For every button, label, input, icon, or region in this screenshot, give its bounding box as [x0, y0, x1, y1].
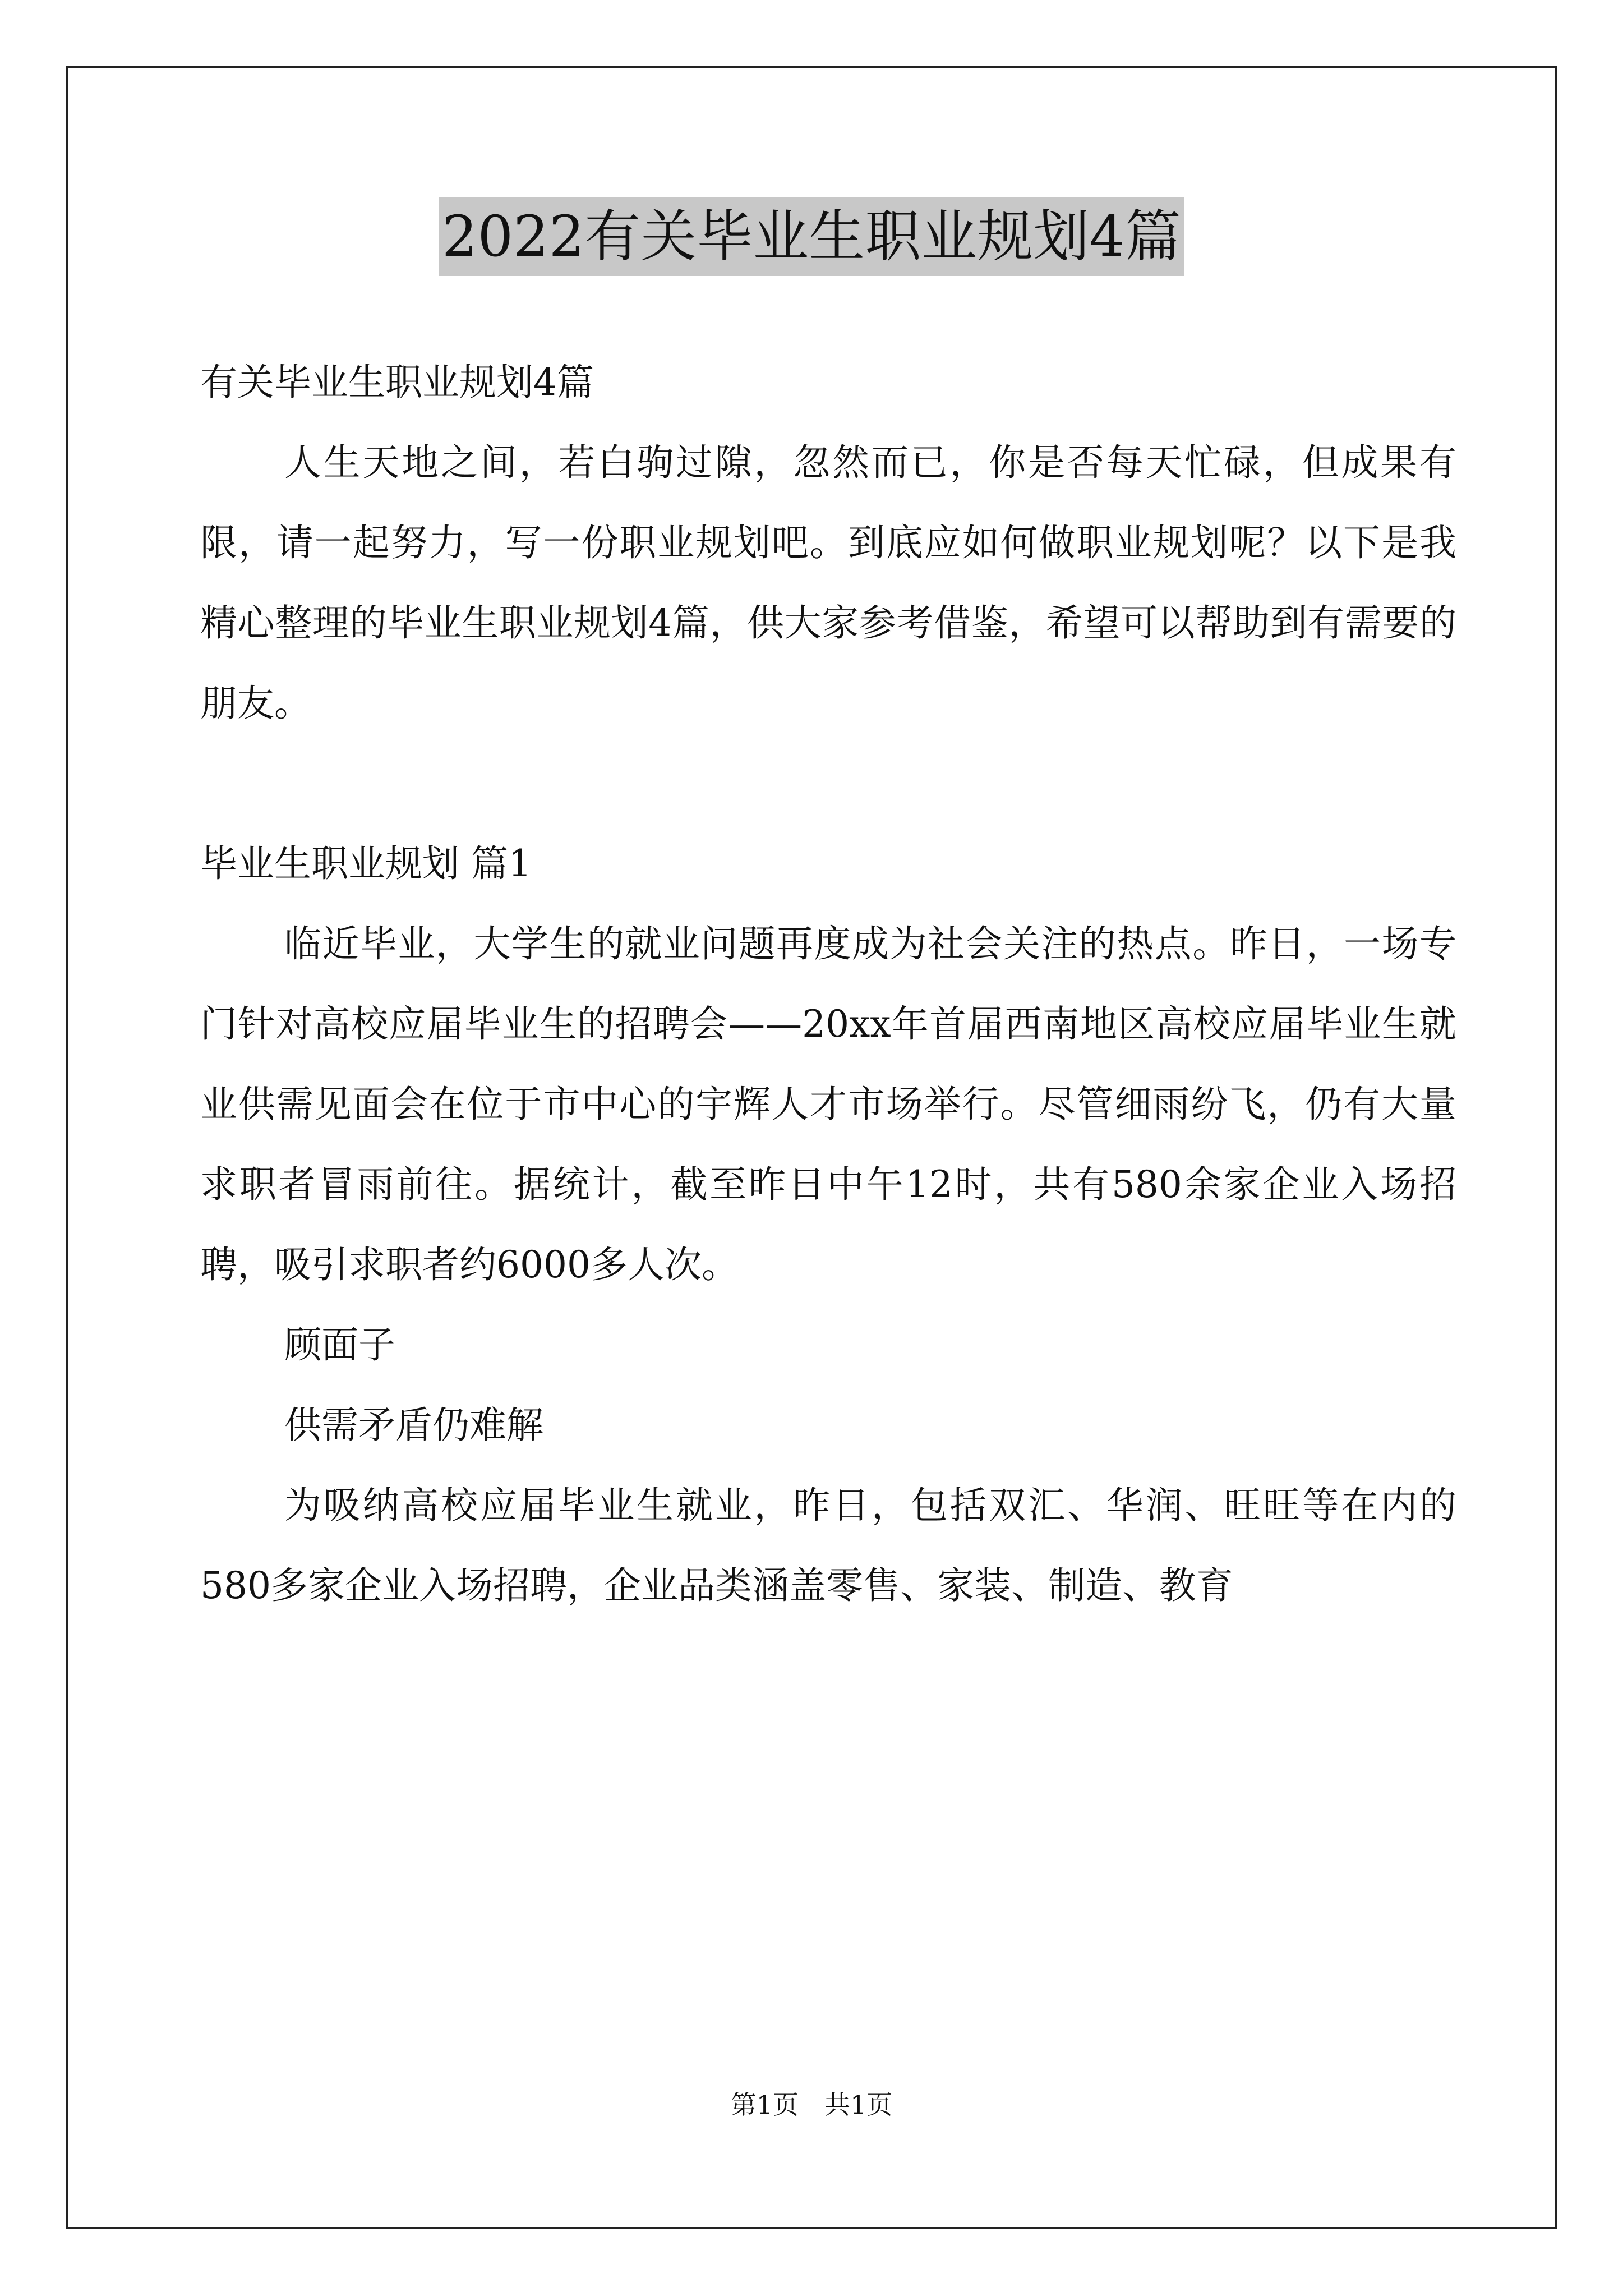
- subheading-face: 顾面子: [284, 1323, 395, 1366]
- page-footer: 第1页 共1页: [730, 2090, 893, 2120]
- document-body: [200, 342, 1456, 1626]
- subheading-supply-demand: 供需矛盾仍难解: [284, 1404, 543, 1447]
- intro-paragraph: 人生天地之间，若白驹过隙，忽然而已，你是否每天忙碌，但成果有限，请一起努力，写一份职业规划吧。到底应如何做职业规划呢？以下是我精心整理的毕业生职业规划4篇，供大家参考借鉴，希望可以帮助到有需要的朋友。: [200, 441, 1456, 725]
- document-title: 2022有关毕业生职业规划4篇: [439, 197, 1184, 276]
- document-subtitle: 有关毕业生职业规划4篇: [200, 361, 594, 404]
- body-paragraph-1: 临近毕业，大学生的就业问题再度成为社会关注的热点。昨日，一场专门针对高校应届毕业生的招聘会——20xx年首届西南地区高校应届毕业生就业供需见面会在位于市中心的宇辉人才市场举行。尽管细雨纷飞，仍有大量求职者冒雨前往。据统计，截至昨日中午12时，共有580余家企业入场招聘，吸引求职者约6000多人次。: [200, 922, 1456, 1286]
- body-paragraph-2: 为吸纳高校应届毕业生就业，昨日，包括双汇、华润、旺旺等在内的580多家企业入场招聘，企业品类涵盖零售、家装、制造、教育: [200, 1484, 1456, 1607]
- paragraph-spacer: [200, 743, 1456, 823]
- title-container: [0, 197, 1623, 276]
- section-heading: 毕业生职业规划 篇1: [200, 842, 532, 885]
